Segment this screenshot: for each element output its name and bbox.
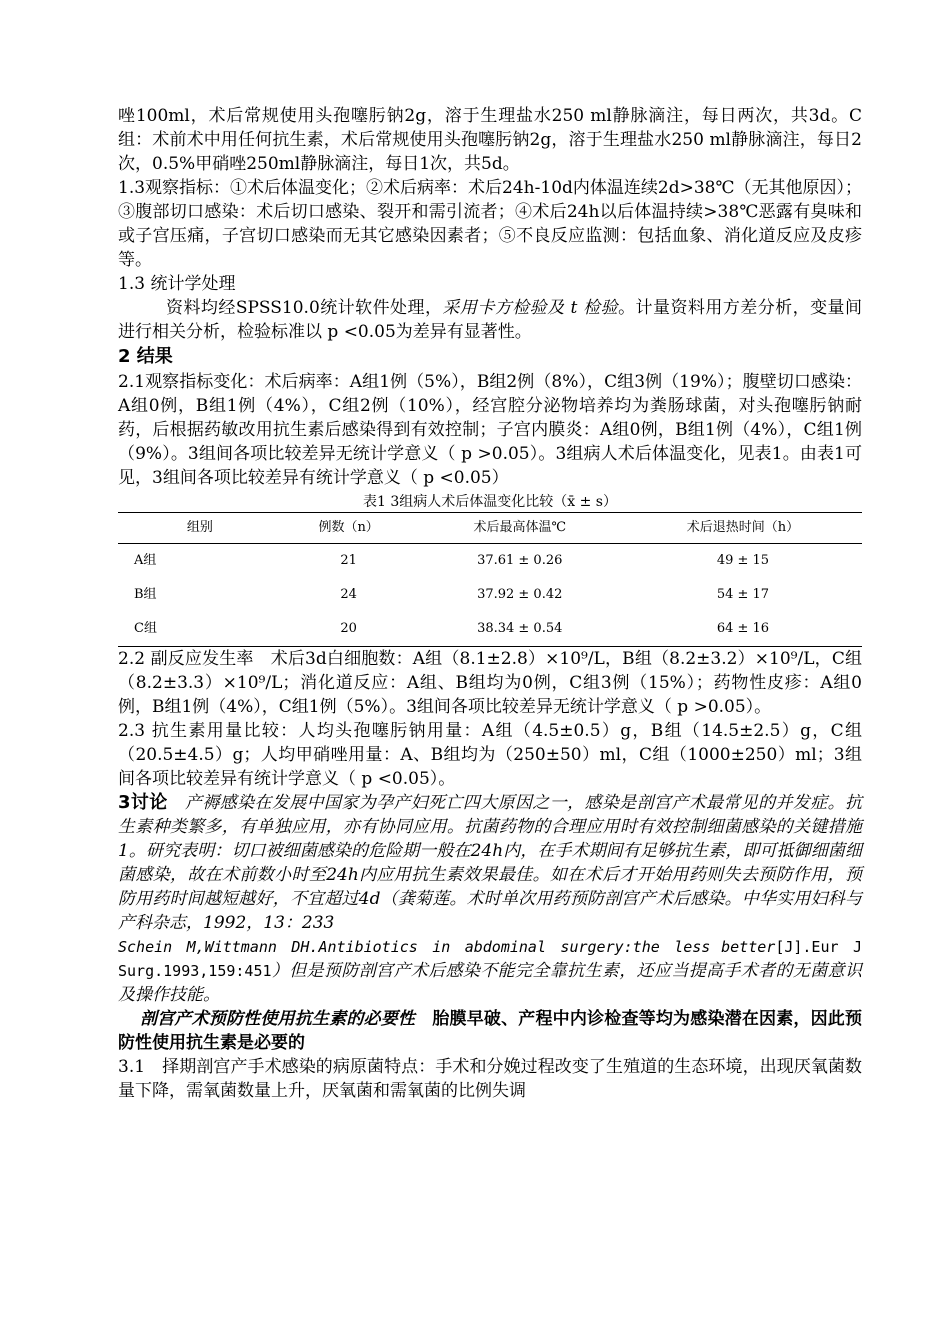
paragraph-observation-indicators: 1.3观察指标：①术后体温变化；②术后病率：术后24h-10d内体温连续2d>38℃（无其他原因）；③腹部切口感染：术后切口感染、裂开和需引流者；④术后24h以后体温持续>38℃恶露有臭味和或子宫压痛，子宫切口感染而无其它感染因素者；⑤不良反应监测：包括血象、消化道反应及皮疹等。 — [118, 178, 862, 270]
paragraph-statistics: 资料均经SPSS10.0统计软件处理，采用卡方检验及 t 检验。计量资料用方差分析，变量间进行相关分析，检验标准以 p <0.05为差异有显著性。 — [118, 298, 863, 342]
temperature-table — [118, 512, 862, 647]
table-cell: A组 — [134, 553, 157, 568]
table-cell: 64 ± 16 — [624, 612, 862, 647]
paragraph-results-2-2: 2.2 副反应发生率 术后3d白细胞数：A组（8.1±2.8）×10⁹/L，B组（8.2±3.2）×10⁹/L，C组（8.2±3.3）×10⁹/L；消化道反应：A组、B组均为0例，C组3例（15%）；药物性皮疹：A组0例，B组1例（4%），C组1例（5%）。3组间各项比较差异无统计学意义（ p >0.05）。 — [118, 649, 862, 717]
table-row — [118, 612, 862, 647]
paragraph-pathogen: 3.1 择期剖宫产手术感染的病原菌特点：手术和分娩过程改变了生殖道的生态环境，出现厌氧菌数量下降，需氧菌数量上升，厌氧菌和需氧菌的比例失调 — [118, 1057, 862, 1101]
table-cell: 37.92 ± 0.42 — [477, 587, 563, 602]
table-row — [118, 544, 862, 579]
table-cell: 24 — [340, 587, 357, 602]
heading-statistics: 1.3 统计学处理 — [118, 274, 236, 294]
table-row — [118, 578, 862, 612]
table-cell: C组 — [118, 612, 282, 647]
table-header-cell: 组别 — [118, 513, 282, 544]
paragraph-discussion: 3讨论 产褥感染在发展中国家为孕产妇死亡四大原因之一，感染是剖宫产术最常见的并发症。抗生素种类繁多，有单独应用，亦有协同应用。抗菌药物的合理应用时有效控制细菌感染的关键措施1。研究表明：切口被细菌感染的危险期一般在24h内，在手术期间有足够抗生素，即可抵御细菌细菌感染，故在术前数小时至24h内应用抗生素效果最佳。如在术后才开始用药则失去预防作用，预防用药时间越短越好，不宜超过4d（龚菊莲。术时单次用药预防剖宫产术后感染。中华实用妇科与产科杂志，1992，13：233 — [118, 792, 863, 933]
table-cell: 54 ± 17 — [716, 587, 770, 602]
table-cell: 38.34 ± 0.54 — [416, 612, 624, 647]
paragraph-methods-c: 唑100ml，术后常规使用头孢噻肟钠2g，溶于生理盐水250 ml静脉滴注，每日两次，共3d。C组：术前术中用任何抗生素，术后常规使用头孢噻肟钠2g，溶于生理盐水250 ml静脉滴注，每日2次，0.5%甲硝唑250ml静脉滴注，每日1次，共5d。 — [118, 106, 862, 174]
table-cell: 21 — [340, 553, 357, 568]
paragraph-necessity: 剖宫产术预防性使用抗生素的必要性 胎膜早破、产程中内诊检查等均为感染潜在因素，因此预防性使用抗生素是必要的 — [118, 1009, 863, 1053]
paragraph-results-2-1: 2.1观察指标变化：术后病率：A组1例（5%），B组2例（8%），C组3例（19%）；腹壁切口感染：A组0例，B组1例（4%），C组2例（10%），经宫腔分泌物培养均为粪肠球菌，对头孢噻肟钠耐药，后根据药敏改用抗生素后感染得到有效控制；子宫内膜炎：A组0例，B组1例（4%），C组1例（9%）。3组间各项比较差异无统计学意义（ p >0.05）。3组病人术后体温变化，见表1。由表1可见，3组间各项比较差异有统计学意义（ p <0.05） — [118, 372, 862, 488]
table-header-cell: 术后退热时间（h） — [624, 513, 862, 544]
document-page — [118, 104, 862, 1103]
paragraph-reference: Schein M,Wittmann DH.Antibiotics in abdominal surgery:the less better[J].Eur J Surg.1993,159:451）但是预防剖宫产术后感染不能完全靠抗生素，还应当提高手术者的无菌意识及操作技能。 — [118, 938, 862, 1005]
heading-results: 2 结果 — [118, 346, 173, 367]
heading-discussion: 3讨论 — [118, 792, 168, 813]
table-cell: B组 — [134, 587, 157, 602]
table-header-cell: 术后最高体温℃ — [416, 513, 624, 544]
table-caption: 表1 3组病人术后体温变化比较（x̄ ± s） — [363, 494, 617, 510]
table-cell: 49 ± 15 — [716, 553, 770, 568]
table-cell: 37.61 ± 0.26 — [477, 553, 563, 568]
table-cell: 20 — [282, 612, 416, 647]
table-header-row — [118, 513, 862, 544]
table-header-cell: 例数（n） — [282, 513, 416, 544]
paragraph-results-2-3: 2.3 抗生素用量比较：人均头孢噻肟钠用量：A组（4.5±0.5）g，B组（14.5±2.5）g，C组（20.5±4.5）g；人均甲硝唑用量：A、B组均为（250±50）ml，C组（1000±250）ml；3组间各项比较差异有统计学意义（ p <0.05）。 — [118, 721, 862, 789]
